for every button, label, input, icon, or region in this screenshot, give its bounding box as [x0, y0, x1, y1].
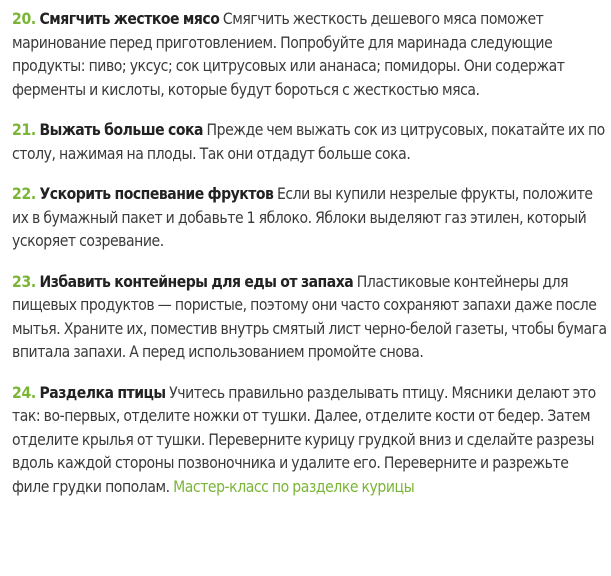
tip-number: 24. [12, 383, 36, 402]
tip-number: 21. [12, 121, 36, 139]
tip-item [12, 183, 608, 254]
tip-number: 23. [12, 272, 36, 291]
tip-text: Если вы купили незрелые фрукты, положите их в бумажный пакет и добавьте 1 яблоко. Яблоки выделяют газ этилен, который ускоряет созревание. [12, 185, 593, 250]
chicken-masterclass-link[interactable]: Мастер-класс по разделке курицы [173, 477, 415, 496]
tips-list [12, 8, 608, 516]
tip-title: Выжать больше сока [39, 121, 203, 139]
tip-number: 22. [12, 185, 36, 203]
tip-text: Прежде чем выжать сок из цитрусовых, покатайте их по столу, нажимая на плоды. Так они отдадут больше сока. [12, 121, 605, 163]
tip-number: 20. [12, 10, 36, 28]
tip-text: Учитесь правильно разделывать птицу. Мясники делают это так: во-первых, отделите ножки от тушки. Далее, отделите кости от бедер. Затем отделите крылья от тушки. Переверните курицу грудкой вниз и сделайте разрезы вдоль каждой стороны позвоночника и удалите его. Переверните и разрежьте филе грудки пополам. [12, 383, 596, 496]
tip-item [12, 8, 608, 102]
tip-title: Смягчить жесткое мясо [39, 10, 220, 28]
tip-item [12, 119, 608, 166]
tip-title: Разделка птицы [39, 383, 166, 402]
tip-item [12, 271, 608, 365]
tip-title: Ускорить поспевание фруктов [39, 185, 274, 203]
tip-text: Смягчить жесткость дешевого мяса поможет маринование перед приготовлением. Попробуйте для маринада следующие продукты: пиво; уксус; сок цитрусовых или ананаса; помидоры. Они содержат ферменты и кислоты, которые будут бороться с жесткостью мяса. [12, 10, 565, 99]
tip-item [12, 382, 608, 500]
tip-title: Избавить контейнеры для еды от запаха [39, 272, 354, 291]
tip-text: Пластиковые контейнеры для пищевых продуктов — пористые, поэтому они часто сохраняют запахи даже после мытья. Храните их, поместив внутрь смятый лист черно-белой газеты, чтобы бумага впитала запахи. А перед использованием промойте снова. [12, 272, 607, 361]
